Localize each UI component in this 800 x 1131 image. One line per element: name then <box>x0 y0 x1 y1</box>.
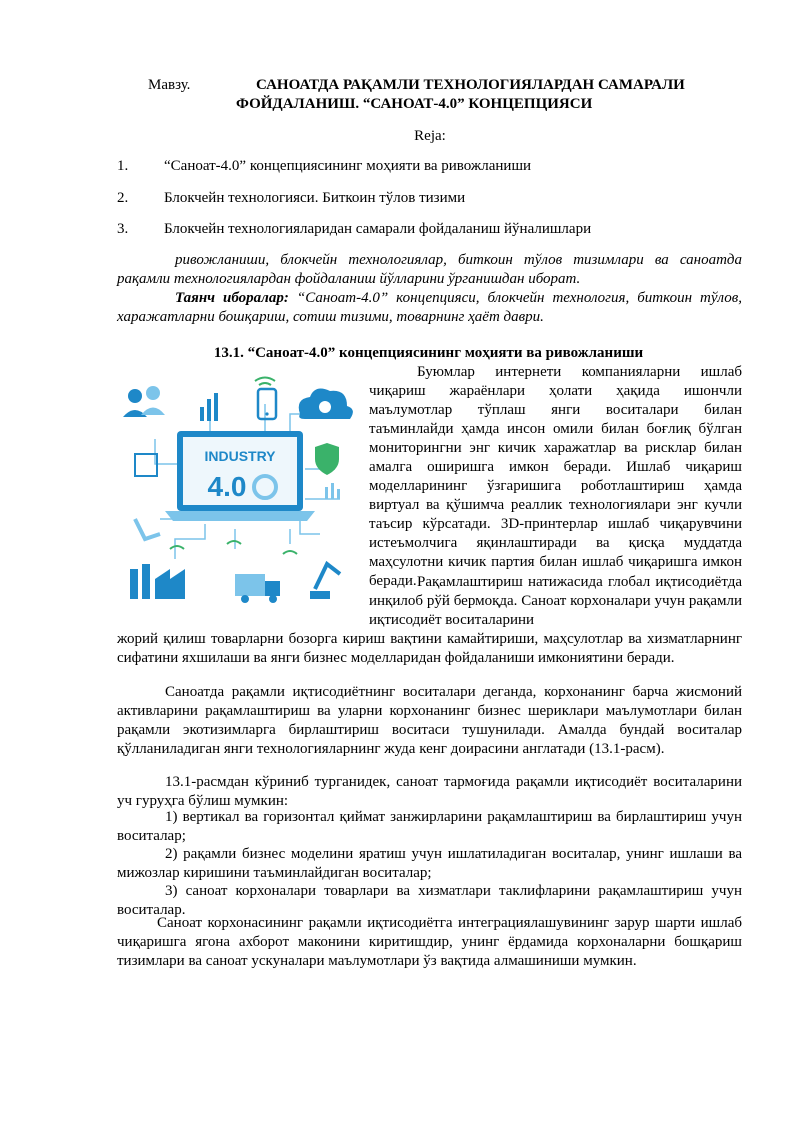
list-item: 2) рақамли бизнес моделини яратиш учун ишлатиладиган воситалар, унинг ишлаши ва мижозлар киришини таъминлайдиган воситалар; <box>117 846 742 881</box>
paragraph-final: Саноат корхонасининг рақамли иқтисодиётга интеграциялашувининг зарур шарти ишлаб чиқаришга ягона ахборот маконини киритишдир, унинг ёрдамида корхоналарни бошқариш тизимлари ва саноат ускуналари маълумотлари ўз вақтида алмашиниши мумкин. <box>117 915 742 969</box>
paragraph-tools: Саноатда рақамли иқтисодиётнинг воситалари деганда, корхонанинг барча жисмоний активларини рақамлаштириш ва уларни корхонанинг бизнес шериклари маълумотлари билан рақамли экотизимларга бирлаштириш воситаси тушунилади. Амалда бундай воситалар қўлланиладиган янги технологияларнинг жуда кенг доирасини англатади (13.1-расм). <box>117 684 742 757</box>
keywords-text: “Саноат-4.0” концепцияси, блокчейн технология, биткоин тўлов, харажатларни бошқариш, сотиш тизими, товарнинг ҳаёт даври. <box>117 290 742 325</box>
plan-item <box>117 158 531 175</box>
list-item: 3) саноат корхоналари товарлари ва хизматлари таклифларини рақамлаштириш учун воситалар. <box>117 883 742 918</box>
keywords-label: Таянч иборалар: <box>175 290 289 306</box>
list-item: 1) вертикал ва горизонтал қиймат занжирларини рақамлаштириш ва бирлаштириш учун воситалар; <box>117 809 742 844</box>
industry-4-illustration-icon <box>115 369 360 614</box>
title-line-1: САНОАТДА РАҚАМЛИ ТЕХНОЛОГИЯЛАРДАН САМАРАЛИ <box>256 77 685 93</box>
wrap-paragraph-1: Буюмлар интернети компанияларни ишлаб чиқариш жараёнлари ҳолати ҳақида ишончли маълумотлар тўплаш янги воситалари билан таъминлайди ҳамда инсон омили билан боғлиқ бўлган мониторингни энг кичик харажатлар ва рисклар билан амалга оширишга имкон беради. Ишлаб чиқариш моделларининг ўзгаришига роботлаштириш ҳамда виртуал ва қўшимча реаллик технологиялари энг кучли таъсир кўрсатади. 3D-принтерлар ишлаб чиқарувчини истеъмолчига яқинлаштиради ва қисқа муддатда маҳсулотни кичик партия билан ишлаб чиқаришга имкон беради. <box>369 364 742 589</box>
figure-label-line1: INDUSTRY <box>204 448 276 464</box>
plan-item <box>117 221 591 238</box>
plan-item-text: Блокчейн технологияларидан самарали фойдаланиш йўналишлари <box>164 221 592 237</box>
plan-item-number: 2. <box>117 190 129 206</box>
industry-4-figure <box>115 369 360 614</box>
figure-label-line2: 4.0 <box>207 471 247 502</box>
plan-heading: Reja: <box>414 128 446 144</box>
topic-label: Мавзу. <box>148 77 191 93</box>
intro-paragraph: ривожланиши, блокчейн технологиялар, биткоин тўлов тизимлари ва саноатда рақамли технологиялардан фойдаланиш йўлларини ўрганишдан иборат. <box>117 252 742 287</box>
keywords-paragraph <box>117 289 742 327</box>
plan-item-number: 3. <box>117 221 129 237</box>
title-line-2: ФОЙДАЛАНИШ. “САНОАТ-4.0” КОНЦЕПЦИЯСИ <box>236 96 593 112</box>
paragraph-continuation: жорий қилиш товарларни бозорга кириш вақтини камайтириши, маҳсулотлар ва хизматларнинг сифатини яхшилаши ва янги бизнес моделларидан фойдаланиши имкониятини беради. <box>117 631 742 666</box>
plan-item <box>117 190 465 207</box>
paragraph-groups: 13.1-расмдан кўриниб турганидек, саноат тармоғида рақамли иқтисодиёт воситаларини уч гуруҳга бўлиш мумкин: <box>117 774 742 809</box>
plan-item-text: “Саноат-4.0” концепциясининг моҳияти ва ривожланиши <box>164 158 532 174</box>
plan-item-number: 1. <box>117 158 129 174</box>
section-title: 13.1. “Саноат-4.0” концепциясининг моҳияти ва ривожланиши <box>213 345 644 361</box>
plan-item-text: Блокчейн технологияси. Биткоин тўлов тизими <box>164 190 466 206</box>
wrap-paragraph-2: Рақамлаштириш натижасида глобал иқтисодиётда инқилоб рўй бермоқда. Саноат корхоналари учун рақамли иқтисодиёт воситаларини <box>369 574 742 628</box>
